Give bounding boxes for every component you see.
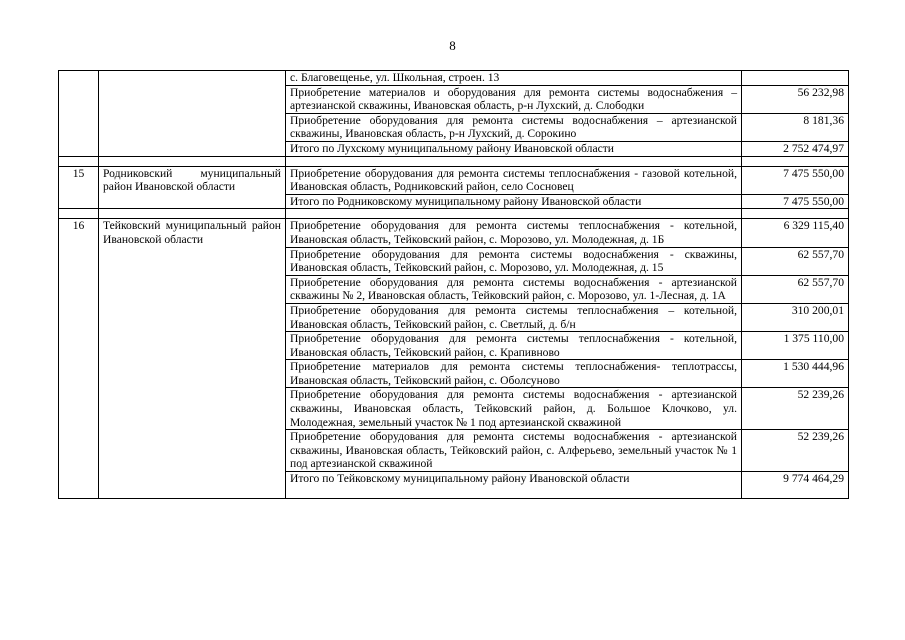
table-row: [59, 71, 849, 86]
row-separator: [59, 209, 849, 219]
total-description-cell: Итого по Лухскому муниципальному району Ивановской области: [286, 141, 742, 156]
amount-cell: 8 181,36: [742, 113, 849, 141]
description-cell: Приобретение оборудования для ремонта системы теплоснабжения – котельной, Ивановская область, Тейковский район, с. Светлый, д. б/н: [286, 303, 742, 331]
district-cell: [99, 71, 286, 157]
amount-cell: 62 557,70: [742, 275, 849, 303]
total-description-cell: Итого по Тейковскому муниципальному району Ивановской области: [286, 472, 742, 499]
table-row: [59, 219, 849, 247]
description-cell: Приобретение оборудования для ремонта системы теплоснабжения - котельной, Ивановская область, Тейковский район, с. Морозово, ул. Молодежная, д. 1Б: [286, 219, 742, 247]
district-cell: Родниковский муниципальный район Ивановской области: [99, 166, 286, 209]
funding-table: [58, 70, 849, 499]
row-number: 16: [59, 219, 99, 499]
description-cell: Приобретение оборудования для ремонта системы водоснабжения - скважины, Ивановская область, Тейковский район, с. Морозово, ул. Молодежная, д. 15: [286, 247, 742, 275]
description-cell: Приобретение оборудования для ремонта системы теплоснабжения - газовой котельной, Ивановская область, Родниковский район, село Сосновец: [286, 166, 742, 194]
description-cell: Приобретение материалов для ремонта системы теплоснабжения- теплотрассы, Ивановская область, Тейковский район, с. Оболсуново: [286, 360, 742, 388]
description-cell: Приобретение оборудования для ремонта системы водоснабжения - артезианской скважины, Ивановская область, Тейковский район, с. Алферьево, земельный участок № 1 под артезианской скважиной: [286, 430, 742, 472]
amount-cell: 1 530 444,96: [742, 360, 849, 388]
amount-cell: 56 232,98: [742, 85, 849, 113]
description-cell: Приобретение оборудования для ремонта системы водоснабжения – артезианской скважины, Ивановская область, р-н Лухский, д. Сорокино: [286, 113, 742, 141]
description-cell: Приобретение материалов и оборудования для ремонта системы водоснабжения – артезианской скважины, Ивановская область, р-н Лухский, д. Слободки: [286, 85, 742, 113]
amount-cell: 6 329 115,40: [742, 219, 849, 247]
page-number: 8: [449, 38, 456, 53]
total-amount-cell: 2 752 474,97: [742, 141, 849, 156]
amount-cell: 310 200,01: [742, 303, 849, 331]
table-row: [59, 166, 849, 194]
total-amount-cell: 7 475 550,00: [742, 194, 849, 209]
total-amount-cell: 9 774 464,29: [742, 472, 849, 499]
amount-cell: 52 239,26: [742, 388, 849, 430]
description-cell: с. Благовещенье, ул. Школьная, строен. 13: [286, 71, 742, 86]
amount-cell: 7 475 550,00: [742, 166, 849, 194]
district-cell: Тейковский муниципальный район Ивановской области: [99, 219, 286, 499]
total-description-cell: Итого по Родниковскому муниципальному району Ивановской области: [286, 194, 742, 209]
row-number: 15: [59, 166, 99, 209]
row-number: [59, 71, 99, 157]
amount-cell: 52 239,26: [742, 430, 849, 472]
amount-cell: 62 557,70: [742, 247, 849, 275]
amount-cell: 1 375 110,00: [742, 332, 849, 360]
description-cell: Приобретение оборудования для ремонта системы водоснабжения - артезианской скважины № 2, Ивановская область, Тейковский район, с. Морозово, ул. 1-Лесная, д. 1А: [286, 275, 742, 303]
amount-cell: [742, 71, 849, 86]
description-cell: Приобретение оборудования для ремонта системы водоснабжения - артезианской скважины, Ивановская область, Тейковский район, д. Большое Клочково, ул. Молодежная, земельный участок № 1 под артезианской скважиной: [286, 388, 742, 430]
description-cell: Приобретение оборудования для ремонта системы теплоснабжения - котельной, Ивановская область, Тейковский район, с. Крапивново: [286, 332, 742, 360]
row-separator: [59, 156, 849, 166]
